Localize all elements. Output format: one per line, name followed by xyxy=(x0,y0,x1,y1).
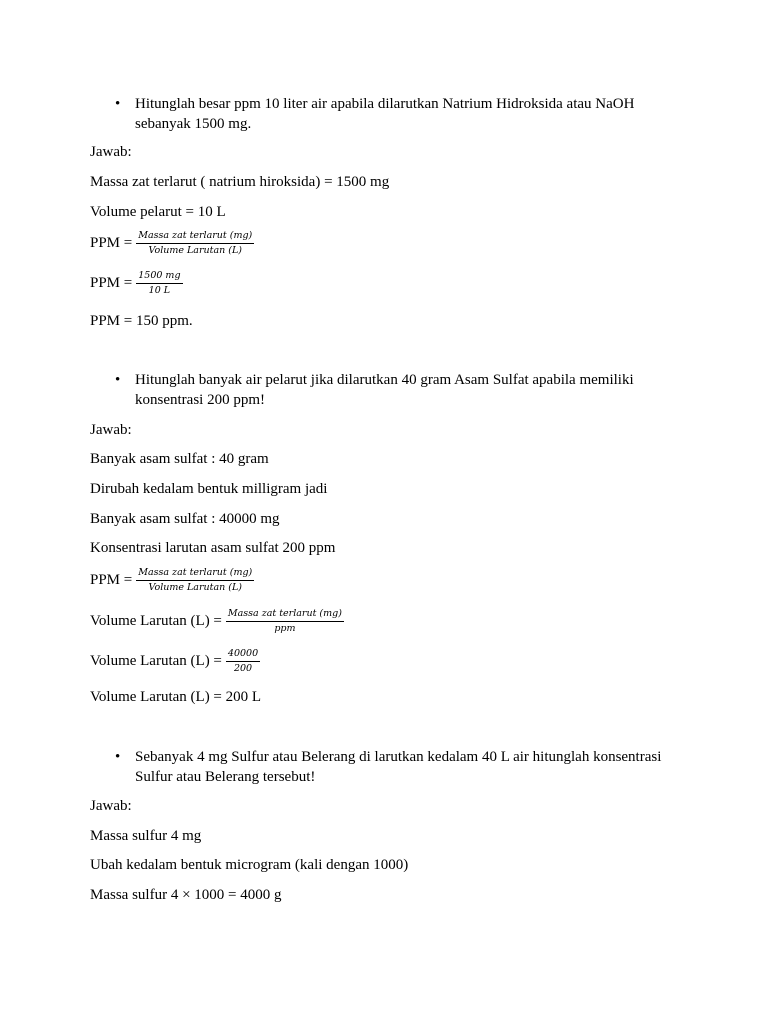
question-2 xyxy=(115,370,675,410)
formula-lhs: PPM = xyxy=(90,235,133,251)
q2-conversion-note: Dirubah kedalam bentuk milligram jadi xyxy=(90,481,328,497)
q3-conversion-note: Ubah kedalam bentuk microgram (kali dengan 1000) xyxy=(90,857,409,873)
bullet-icon: • xyxy=(115,96,121,112)
formula-lhs: PPM = xyxy=(90,572,133,588)
fraction xyxy=(226,648,260,675)
formula-lhs: Volume Larutan (L) = xyxy=(90,613,222,629)
question-1 xyxy=(115,94,675,134)
fraction-numerator: 40000 xyxy=(226,648,260,662)
fraction xyxy=(226,608,344,635)
fraction-denominator: Volume Larutan (L) xyxy=(148,582,242,593)
answer-label: Jawab: xyxy=(90,422,132,438)
fraction-denominator: 10 L xyxy=(148,285,171,296)
bullet-icon: • xyxy=(115,749,121,765)
fraction-denominator: Volume Larutan (L) xyxy=(148,245,242,256)
q2-concentration: Konsentrasi larutan asam sulfat 200 ppm xyxy=(90,540,336,556)
fraction-numerator: Massa zat terlarut (mg) xyxy=(226,608,344,622)
fraction-numerator: Massa zat terlarut (mg) xyxy=(136,230,254,244)
fraction-denominator: ppm xyxy=(274,623,296,634)
q3-converted-mass: Massa sulfur 4 × 1000 = 4000 g xyxy=(90,887,282,903)
fraction xyxy=(136,230,254,257)
question-2-text: Hitunglah banyak air pelarut jika dilarutkan 40 gram Asam Sulfat apabila memiliki konsentrasi 200 ppm! xyxy=(135,372,634,408)
formula-lhs: Volume Larutan (L) = xyxy=(90,653,222,669)
q2-substitution xyxy=(90,648,260,675)
q2-given-mass: Banyak asam sulfat : 40 gram xyxy=(90,451,269,467)
question-1-text: Hitunglah besar ppm 10 liter air apabila dilarutkan Natrium Hidroksida atau NaOH sebanyak 1500 mg. xyxy=(135,96,635,132)
q2-rearranged-formula xyxy=(90,608,344,635)
fraction-numerator: 1500 mg xyxy=(136,270,182,284)
question-3-text: Sebanyak 4 mg Sulfur atau Belerang di larutkan kedalam 40 L air hitunglah konsentrasi Sulfur atau Belerang tersebut! xyxy=(135,749,662,785)
q2-converted-mass: Banyak asam sulfat : 40000 mg xyxy=(90,511,280,527)
q2-formula xyxy=(90,567,254,594)
q2-result: Volume Larutan (L) = 200 L xyxy=(90,689,262,705)
q1-result: PPM = 150 ppm. xyxy=(90,313,193,329)
bullet-icon: • xyxy=(115,372,121,388)
answer-label: Jawab: xyxy=(90,798,132,814)
fraction xyxy=(136,567,254,594)
answer-label: Jawab: xyxy=(90,144,132,160)
q1-substitution xyxy=(90,270,183,297)
q3-given-mass: Massa sulfur 4 mg xyxy=(90,828,202,844)
fraction xyxy=(136,270,182,297)
fraction-denominator: 200 xyxy=(233,663,253,674)
q1-formula xyxy=(90,230,254,257)
q1-given-volume: Volume pelarut = 10 L xyxy=(90,204,226,220)
fraction-numerator: Massa zat terlarut (mg) xyxy=(136,567,254,581)
q1-given-mass: Massa zat terlarut ( natrium hiroksida) = 1500 mg xyxy=(90,174,390,190)
question-3 xyxy=(115,747,675,787)
formula-lhs: PPM = xyxy=(90,275,133,291)
